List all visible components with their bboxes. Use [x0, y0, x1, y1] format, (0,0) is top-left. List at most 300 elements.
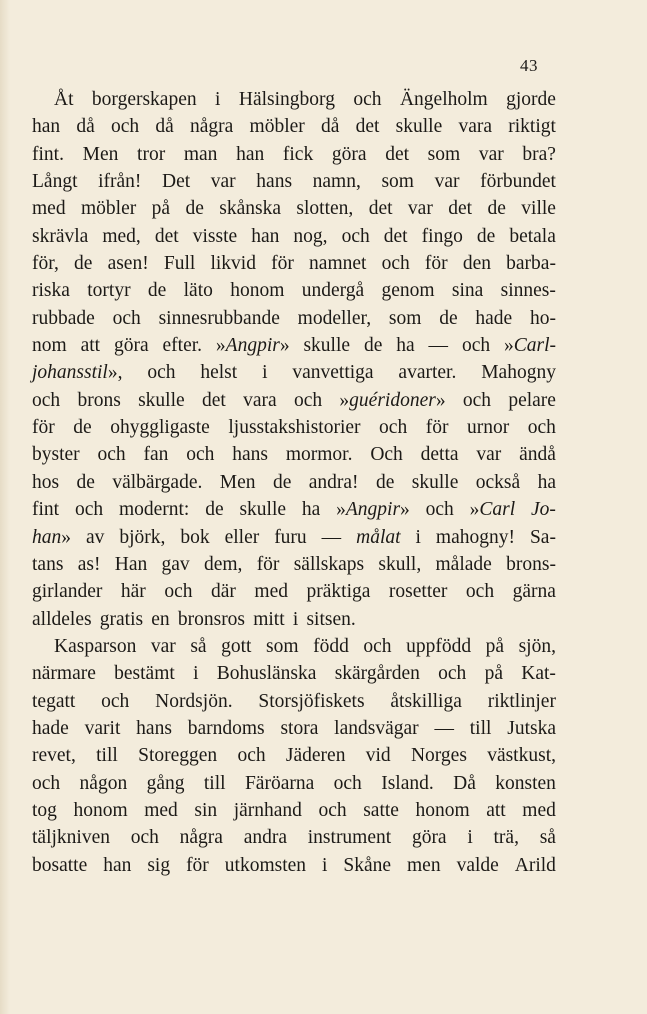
- word: Storsjöfiskets: [258, 690, 365, 712]
- word: och: [32, 389, 61, 411]
- word: brons-: [506, 553, 556, 575]
- word: i: [262, 362, 268, 384]
- word: för: [271, 253, 294, 275]
- word: han: [103, 854, 132, 876]
- word: gott: [221, 635, 252, 657]
- word: bosatte: [32, 854, 88, 876]
- word: var: [478, 143, 504, 165]
- word: urnor: [466, 417, 510, 439]
- word: nog,: [293, 225, 328, 247]
- word: i: [193, 663, 199, 685]
- word: på: [151, 198, 171, 220]
- word: as!: [77, 553, 101, 575]
- word: vara: [243, 389, 277, 411]
- word: [504, 332, 556, 359]
- word: och: [32, 772, 61, 794]
- word: mahogny!: [435, 526, 515, 548]
- word: närmare: [32, 663, 96, 685]
- word: och: [341, 225, 370, 247]
- word: sinnes-: [500, 280, 556, 302]
- word: [32, 524, 71, 551]
- italic-text: Carl-: [513, 335, 556, 357]
- word: järnhand: [233, 799, 302, 821]
- word: sjön,: [518, 635, 556, 657]
- word: —: [321, 526, 342, 548]
- word: Jutska: [507, 717, 556, 739]
- word: honom: [415, 799, 470, 821]
- word: skulle: [138, 389, 185, 411]
- text-line: [32, 524, 556, 551]
- word: och: [353, 89, 382, 110]
- word: för: [256, 553, 280, 575]
- text-line: [32, 223, 556, 250]
- word: någon: [79, 772, 128, 794]
- word: Norges: [410, 745, 467, 767]
- text-line: [32, 441, 556, 468]
- word: målade: [435, 553, 492, 575]
- text-line: [32, 86, 556, 113]
- word: på: [485, 635, 505, 657]
- word: tortyr: [87, 280, 131, 302]
- word: i: [215, 89, 221, 110]
- word: namn,: [312, 171, 361, 193]
- word: men: [407, 854, 441, 876]
- word: genom: [381, 280, 435, 302]
- word: [531, 496, 556, 523]
- word: det: [154, 225, 179, 247]
- word: Men: [219, 471, 256, 493]
- word: Storeggen: [138, 745, 218, 767]
- word: där: [211, 581, 236, 603]
- text-line: [32, 332, 556, 359]
- word: ha: [396, 335, 415, 357]
- word: undergå: [301, 280, 365, 302]
- text-line: [32, 277, 556, 304]
- word: sina: [451, 280, 484, 302]
- word: att: [486, 799, 506, 821]
- word: några: [190, 116, 234, 138]
- word: skulle: [395, 116, 443, 138]
- word: han: [251, 225, 280, 247]
- word: skulle: [239, 499, 287, 521]
- word: var: [476, 444, 502, 466]
- word: efter.: [162, 335, 203, 357]
- word: för: [424, 253, 448, 275]
- text-line: [32, 496, 556, 523]
- text-line: [32, 824, 556, 851]
- word: ville: [521, 198, 556, 220]
- word: pelare: [508, 389, 556, 411]
- word: de: [74, 253, 93, 275]
- word: —: [434, 717, 454, 739]
- text-line: [32, 633, 556, 660]
- word: Kat-: [521, 663, 556, 685]
- word: Jäderen: [285, 745, 346, 767]
- word: till: [469, 717, 492, 739]
- word: de: [363, 335, 383, 357]
- word: och: [379, 417, 408, 439]
- word: fingo: [421, 225, 463, 247]
- word: välbärgade.: [112, 471, 203, 493]
- word: hans: [136, 717, 172, 739]
- word: eller: [224, 526, 260, 548]
- word: vanvettiga: [292, 362, 374, 384]
- word: täljkniven: [32, 827, 110, 849]
- word: Men: [82, 143, 119, 165]
- word: förbundet: [480, 171, 556, 193]
- word: Hälsingborg: [238, 89, 335, 110]
- closing-punctuation: »: [61, 526, 71, 548]
- word: också: [475, 471, 521, 493]
- word: sig: [147, 854, 171, 876]
- word: för,: [32, 253, 59, 275]
- closing-punctuation: »: [279, 335, 290, 357]
- word: tror: [137, 143, 166, 165]
- word: Då: [453, 772, 476, 794]
- word: född: [313, 635, 349, 657]
- word: riktlinjer: [487, 690, 556, 712]
- word: med: [32, 198, 66, 220]
- word: avarter.: [398, 362, 457, 384]
- word: trä,: [493, 827, 519, 849]
- word: hos: [32, 471, 60, 493]
- text-line: [32, 551, 556, 578]
- word: riska: [32, 280, 70, 302]
- word: furu: [274, 526, 307, 548]
- word: rosetter: [388, 581, 448, 603]
- word: ho-: [530, 307, 556, 329]
- word: betala: [509, 225, 556, 247]
- text-line: [32, 852, 556, 879]
- word: [339, 387, 445, 414]
- word: de: [73, 417, 92, 439]
- word: för: [32, 417, 55, 439]
- word: det: [201, 389, 226, 411]
- word: var: [407, 198, 433, 220]
- word: [336, 496, 410, 523]
- word: göra: [113, 335, 149, 357]
- word: Full: [163, 253, 196, 275]
- italic-text: målat: [356, 526, 401, 548]
- body-text: [32, 86, 556, 879]
- word: som: [381, 171, 414, 193]
- word: det: [448, 198, 473, 220]
- word: göra: [411, 827, 447, 849]
- word: ljusstakshistorier: [228, 417, 361, 439]
- word: den: [462, 253, 491, 275]
- word: sällskaps: [293, 553, 365, 575]
- word: Han: [114, 553, 148, 575]
- word: skull,: [378, 553, 422, 575]
- word: borgerskapen: [91, 89, 197, 110]
- word: skärgården: [334, 663, 420, 685]
- text-line: [32, 578, 556, 605]
- word: de: [76, 471, 95, 493]
- word: bronsros: [177, 608, 246, 630]
- word: de: [205, 499, 224, 521]
- text-line: [32, 770, 556, 797]
- word: barba-: [506, 253, 556, 275]
- word: och: [527, 417, 556, 439]
- word: skulle: [411, 471, 459, 493]
- word: hade: [475, 307, 513, 329]
- text-line: [32, 606, 556, 633]
- word: med,: [102, 225, 141, 247]
- word: göra: [331, 143, 367, 165]
- text-line: [32, 141, 556, 168]
- word: en: [151, 608, 170, 630]
- word: de: [476, 225, 496, 247]
- word: till: [96, 745, 118, 767]
- word: Island.: [381, 772, 434, 794]
- opening-quote: »: [469, 499, 480, 521]
- word: helst: [200, 362, 238, 384]
- word: slotten,: [296, 198, 354, 220]
- word: girlander: [32, 581, 103, 603]
- word: modernt:: [118, 499, 190, 521]
- word: i: [292, 608, 299, 630]
- word: och: [97, 444, 126, 466]
- word: präktiga: [306, 581, 371, 603]
- word: fick: [282, 143, 314, 165]
- word: Långt: [32, 171, 78, 193]
- italic-text: han: [32, 526, 62, 548]
- word: då: [76, 116, 95, 138]
- word: som: [427, 143, 461, 165]
- italic-text: Angpir: [345, 499, 401, 521]
- word: sitsen.: [306, 608, 356, 630]
- word: hans: [256, 171, 293, 193]
- word: visste: [192, 225, 238, 247]
- word: bra?: [522, 143, 556, 165]
- word: var: [434, 171, 460, 193]
- word: namnet: [309, 253, 367, 275]
- word: och: [130, 827, 159, 849]
- word: och: [112, 307, 141, 329]
- word: gång: [146, 772, 185, 794]
- word: skulle: [303, 335, 351, 357]
- word: några: [179, 827, 223, 849]
- word: Nordsjön.: [155, 690, 233, 712]
- word: tans: [32, 553, 64, 575]
- word: ändå: [519, 444, 556, 466]
- word: Bohuslänska: [216, 663, 317, 685]
- word: brons: [77, 389, 121, 411]
- word: [356, 524, 400, 551]
- word: fint: [32, 499, 60, 521]
- text-line: [32, 797, 556, 824]
- text-line: [32, 688, 556, 715]
- word: man: [183, 143, 218, 165]
- word: de: [375, 471, 395, 493]
- word: för: [186, 854, 209, 876]
- word: uppfödd: [406, 635, 472, 657]
- text-line: [32, 113, 556, 140]
- word: det: [385, 143, 410, 165]
- word: till: [203, 772, 226, 794]
- word: och: [318, 799, 347, 821]
- word: läto: [183, 280, 213, 302]
- word: som: [266, 635, 299, 657]
- word: här: [120, 581, 146, 603]
- word: han: [236, 143, 265, 165]
- word: Och: [370, 444, 403, 466]
- word: Sa-: [529, 526, 556, 548]
- word: andra!: [308, 471, 359, 493]
- word: i: [322, 854, 328, 876]
- word: fint.: [32, 143, 64, 165]
- word: och: [461, 335, 491, 357]
- word: och: [111, 116, 140, 138]
- text-line: [32, 715, 556, 742]
- word: då: [155, 116, 174, 138]
- word: Färöarna: [244, 772, 315, 794]
- word: likvid: [210, 253, 256, 275]
- word: ifrån!: [98, 171, 142, 193]
- word: åtskilliga: [390, 690, 462, 712]
- word: vid: [365, 745, 391, 767]
- word: på: [484, 663, 503, 685]
- word: tog: [32, 799, 57, 821]
- word: —: [428, 335, 449, 357]
- closing-punctuation: »: [400, 499, 410, 521]
- italic-text: guéridoner: [349, 389, 436, 411]
- word: alldeles: [32, 608, 92, 630]
- word: och: [465, 581, 495, 603]
- word: asen!: [107, 253, 149, 275]
- word: stora: [280, 717, 319, 739]
- word: med: [144, 799, 178, 821]
- word: och: [237, 745, 266, 767]
- word: de: [185, 198, 204, 220]
- word: i: [467, 827, 473, 849]
- word: Det: [162, 171, 191, 193]
- text-line: [32, 168, 556, 195]
- word: och: [293, 389, 323, 411]
- word: björk,: [119, 526, 166, 548]
- word: de: [439, 307, 458, 329]
- word: dem,: [203, 553, 243, 575]
- word: var: [150, 635, 176, 657]
- text-line: [32, 250, 556, 277]
- word: detta: [420, 444, 459, 466]
- word: mormor.: [285, 444, 353, 466]
- word: så: [539, 827, 556, 849]
- word: riktigt: [508, 116, 556, 138]
- word: var: [210, 171, 236, 193]
- word: då: [320, 116, 340, 138]
- word: som: [388, 307, 422, 329]
- word: och: [438, 663, 467, 685]
- word: rubbade: [32, 307, 95, 329]
- word: gav: [161, 553, 190, 575]
- word: med: [522, 799, 556, 821]
- word: instrument: [307, 827, 392, 849]
- word: och: [101, 690, 130, 712]
- word: bok: [180, 526, 210, 548]
- word: nom: [32, 335, 67, 357]
- text-line: [32, 469, 556, 496]
- text-line: [32, 387, 556, 414]
- word: Ängelholm: [399, 89, 488, 110]
- word: satte: [363, 799, 399, 821]
- page-edge: [0, 0, 10, 1014]
- word: med: [254, 581, 288, 603]
- word: och: [425, 499, 454, 521]
- word: sinnesrubbande: [158, 307, 280, 329]
- text-line: [32, 742, 556, 769]
- word: av: [85, 526, 105, 548]
- word: barndoms: [187, 717, 265, 739]
- word: de: [487, 198, 506, 220]
- text-line: [32, 305, 556, 332]
- word: västkust,: [487, 745, 556, 767]
- text-line: [32, 359, 556, 386]
- word: möbler: [249, 116, 305, 138]
- page-number: 43: [520, 56, 538, 75]
- word: hans: [232, 444, 268, 466]
- word: och: [164, 581, 193, 603]
- word: och: [462, 389, 492, 411]
- word: vara: [458, 116, 493, 138]
- word: gärna: [512, 581, 556, 603]
- word: utkomsten: [224, 854, 307, 876]
- word: mitt: [253, 608, 285, 630]
- word: det: [368, 198, 393, 220]
- opening-quote: »: [339, 389, 350, 411]
- word: Arild: [514, 854, 556, 876]
- word: varit: [84, 717, 121, 739]
- word: skånska: [219, 198, 281, 220]
- word: sin: [194, 799, 218, 821]
- italic-text: Angpir: [225, 335, 280, 357]
- text-line: [32, 660, 556, 687]
- word: revet,: [32, 745, 76, 767]
- word: för: [425, 417, 449, 439]
- word: ha: [537, 471, 556, 493]
- word: det: [355, 116, 380, 138]
- italic-text: johansstil: [32, 362, 108, 384]
- word: Mahogny: [481, 362, 556, 384]
- word: valde: [456, 854, 499, 876]
- word: byster: [32, 444, 80, 466]
- opening-quote: »: [215, 335, 226, 357]
- word: och: [363, 635, 392, 657]
- word: gratis: [99, 608, 144, 630]
- text-line: [32, 195, 556, 222]
- word: och: [186, 444, 215, 466]
- word: gjorde: [506, 89, 556, 110]
- word: hade: [32, 717, 69, 739]
- word: möbler: [80, 198, 137, 220]
- word: det: [383, 225, 408, 247]
- word: [32, 359, 122, 386]
- word: så: [190, 635, 207, 657]
- word: och: [333, 772, 362, 794]
- word: [216, 332, 290, 359]
- word: de: [272, 471, 292, 493]
- word: tegatt: [32, 690, 76, 712]
- word: Skåne: [343, 854, 392, 876]
- word: andra: [243, 827, 288, 849]
- closing-punctuation: »,: [107, 362, 123, 384]
- word: ohyggligaste: [110, 417, 210, 439]
- italic-text: Jo-: [531, 499, 556, 521]
- word: Kasparson: [54, 635, 137, 657]
- word: fan: [143, 444, 169, 466]
- word: att: [80, 335, 101, 357]
- word: honom: [73, 799, 128, 821]
